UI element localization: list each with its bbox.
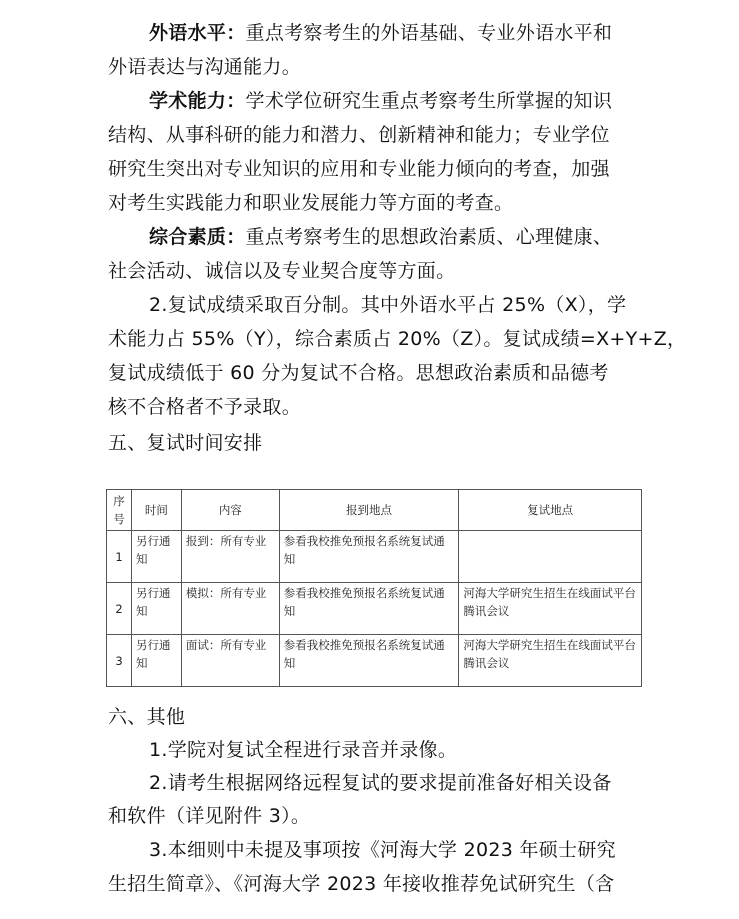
- table-row: [107, 531, 642, 583]
- header-time: 时间: [131, 490, 181, 531]
- academic-text-line4: 对考生实践能力和职业发展能力等方面的考查。: [108, 192, 514, 214]
- scoring-line4: 核不合格者不予录取。: [108, 396, 302, 418]
- other-item2: 2.请考生根据网络远程复试的要求提前准备好相关设备: [149, 772, 612, 794]
- paragraph-quality: [149, 220, 612, 254]
- row-venue: [459, 635, 642, 687]
- scoring-line2: 术能力占 55%（Y），综合素质占 20%（Z）。复试成绩=X+Y+Z，: [108, 328, 687, 350]
- row-no: 1: [107, 531, 132, 583]
- header-report-location: 报到地点: [279, 490, 459, 531]
- schedule-table: [106, 489, 642, 687]
- row-report-location: 参看我校推免预报名系统复试通知: [279, 635, 459, 687]
- academic-label: 学术能力：: [149, 90, 246, 112]
- academic-text-line2: 结构、从事科研的能力和潜力、创新精神和能力；专业学位: [108, 124, 610, 146]
- other-item2-cont: 和软件（详见附件 3）。: [108, 805, 311, 827]
- academic-text-line3: 研究生突出对专业知识的应用和专业能力倾向的考查，加强: [108, 158, 610, 180]
- scoring-line3: 复试成绩低于 60 分为复试不合格。思想政治素质和品德考: [108, 362, 609, 384]
- row-no: 2: [107, 583, 132, 635]
- quality-label: 综合素质：: [149, 226, 246, 248]
- quality-text: 重点考察考生的思想政治素质、心理健康、: [245, 226, 613, 248]
- row-time: 另行通知: [131, 583, 181, 635]
- row-report-location: 参看我校推免预报名系统复试通知: [279, 583, 459, 635]
- paragraph-academic: [149, 84, 612, 118]
- table-header-row: [107, 490, 642, 531]
- other-item3: 3.本细则中未提及事项按《河海大学 2023 年硕士研究: [149, 839, 616, 861]
- quality-text-line2: 社会活动、诚信以及专业契合度等方面。: [108, 260, 456, 282]
- header-no: 序号: [107, 490, 132, 531]
- section5-heading: 五、复试时间安排: [108, 432, 263, 454]
- foreign-language-label: 外语水平：: [149, 22, 246, 44]
- row-time: 另行通知: [131, 531, 181, 583]
- row-no: 3: [107, 635, 132, 687]
- table-row: [107, 583, 642, 635]
- foreign-language-text: 重点考察考生的外语基础、专业外语水平和: [245, 22, 613, 44]
- row-venue: [459, 583, 642, 635]
- other-item3-cont: 生招生简章》、《河海大学 2023 年接收推荐免试研究生（含: [108, 873, 615, 895]
- table-row: [107, 635, 642, 687]
- paragraph-foreign-language: [149, 16, 612, 50]
- header-content: 内容: [181, 490, 279, 531]
- section6-heading: 六、其他: [108, 706, 186, 728]
- header-venue: 复试地点: [459, 490, 642, 531]
- row-venue: [459, 531, 642, 583]
- other-item1: 1.学院对复试全程进行录音并录像。: [149, 739, 458, 761]
- row-report-location: 参看我校推免预报名系统复试通知: [279, 531, 459, 583]
- scoring-line1: 2.复试成绩采取百分制。其中外语水平占 25%（X），学: [149, 294, 627, 316]
- row-content: 模拟：所有专业: [181, 583, 279, 635]
- venue-platform: 河海大学研究生招生在线面试平台: [463, 586, 636, 600]
- foreign-language-text-cont: 外语表达与沟通能力。: [108, 56, 302, 78]
- academic-text: 学术学位研究生重点考察考生所掌握的知识: [245, 90, 613, 112]
- venue-meeting: 腾讯会议: [463, 656, 510, 670]
- row-content: 报到：所有专业: [181, 531, 279, 583]
- row-time: 另行通知: [131, 635, 181, 687]
- row-content: 面试：所有专业: [181, 635, 279, 687]
- venue-meeting: 腾讯会议: [463, 604, 510, 618]
- venue-platform: 河海大学研究生招生在线面试平台: [463, 638, 636, 652]
